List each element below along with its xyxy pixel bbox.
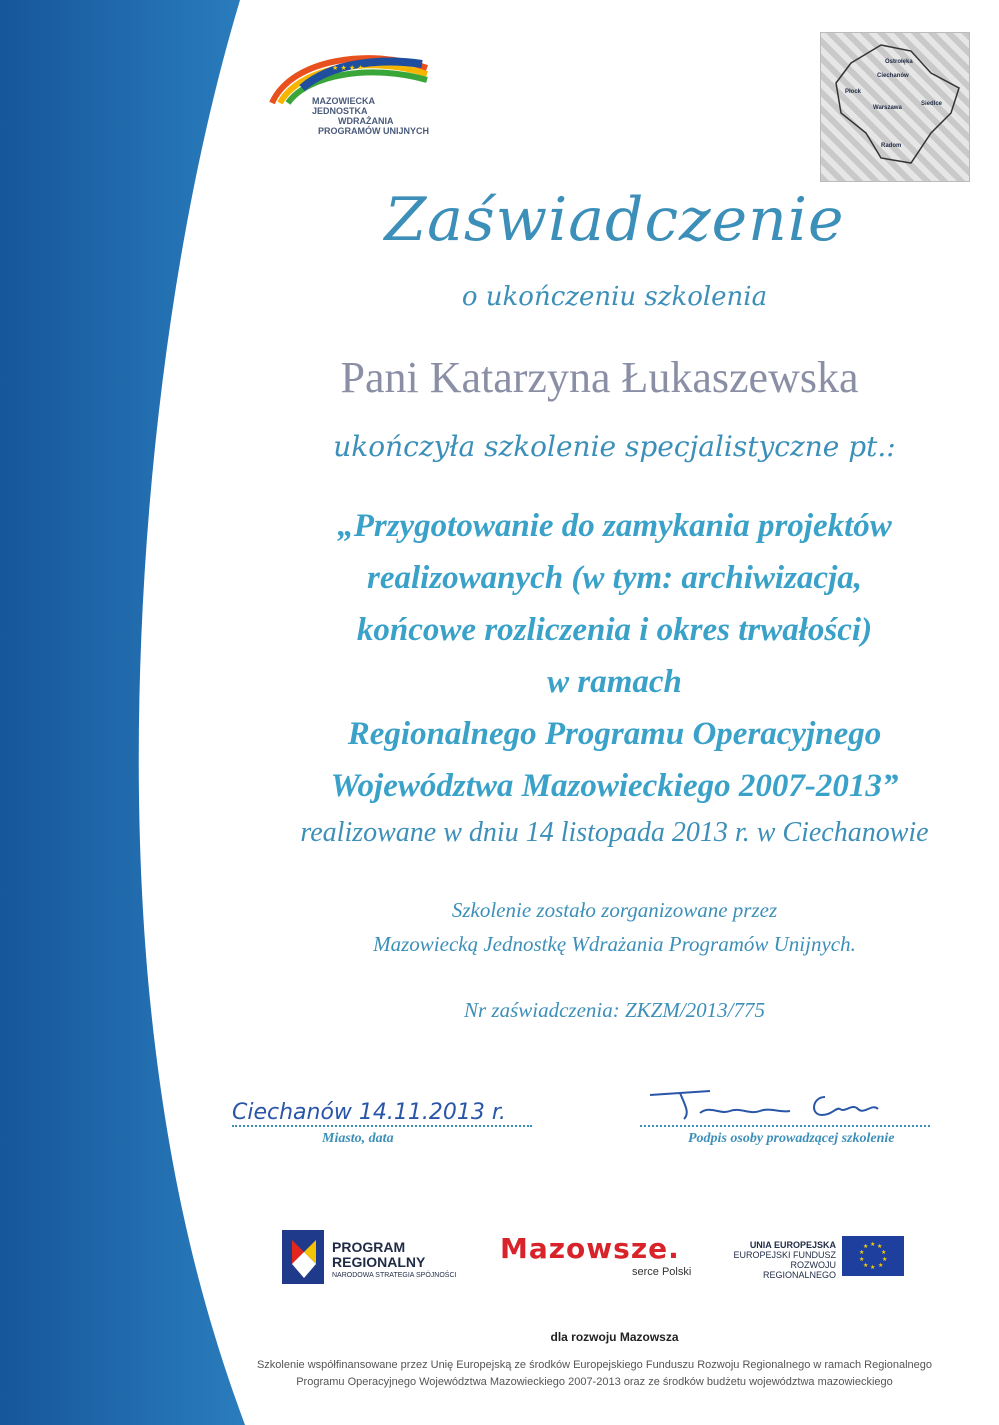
map-label-plock: Płock — [845, 89, 862, 95]
map-label-siedlce: Siedlce — [921, 101, 943, 107]
map-label-ostroleka: Ostrołęka — [885, 59, 913, 65]
svg-text:★: ★ — [870, 1264, 876, 1271]
eu-line2: EUROPEJSKI FUNDUSZ — [733, 1250, 836, 1260]
svg-text:★: ★ — [882, 1256, 888, 1263]
program-line3: NARODOWA STRATEGIA SPÓJNOŚCI — [332, 1272, 457, 1279]
realized-date-place: realizowane w dniu 14 listopada 2013 r. w Ciechanowie — [300, 817, 929, 848]
program-regionalny-logo — [282, 1228, 482, 1288]
course-line: końcowe rozliczenia i okres trwałości) — [356, 612, 873, 648]
course-line: Województwa Mazowieckiego 2007-2013” — [330, 768, 899, 804]
svg-text:★: ★ — [863, 1243, 869, 1250]
signature-icon — [640, 1085, 930, 1125]
map-label-ciechanow: Ciechanów — [877, 73, 909, 79]
svg-text:★: ★ — [870, 1241, 876, 1248]
program-line1: PROGRAM — [332, 1239, 406, 1255]
signature-label: Podpis osoby prowadzącej szkolenie — [688, 1131, 895, 1146]
footer-line2: Programu Operacyjnego Województwa Mazowieckiego 2007-2013 oraz ze środków budżetu województwa mazowieckiego — [296, 1376, 893, 1388]
certificate-title: Zaświadczenie — [384, 185, 845, 255]
footer-line1: Szkolenie współfinansowane przez Unię Europejską ze środków Europejskiego Funduszu Rozwoju Regionalnego w ramach Regionalnego — [256, 1359, 933, 1371]
eu-logo — [728, 1236, 908, 1280]
program-regionalny-icon — [282, 1230, 324, 1284]
svg-text:★ ★ ★ ★: ★ ★ ★ ★ — [332, 64, 364, 72]
svg-text:★: ★ — [878, 1262, 884, 1269]
organizer-text — [230, 893, 999, 961]
footer-slogan: dla rozwoju Mazowsza — [550, 1330, 679, 1344]
mazowsze-wordmark: Mazowsze. — [500, 1232, 680, 1265]
course-title — [230, 500, 999, 812]
recipient-name: Pani Katarzyna Łukaszewska — [340, 353, 859, 402]
map-label-warszawa: Warszawa — [873, 105, 902, 111]
svg-text:★: ★ — [859, 1249, 865, 1256]
course-line: „Przygotowanie do zamykania projektów — [337, 508, 892, 544]
svg-text:★: ★ — [863, 1262, 869, 1269]
mjwpu-logo — [262, 48, 432, 138]
mjwpu-line1: MAZOWIECKA JEDNOSTKA — [312, 96, 375, 116]
place-date-handwritten: Ciechanów 14.11.2013 r. — [232, 1100, 532, 1127]
signature-area — [640, 1085, 930, 1127]
mjwpu-line3: PROGRAMÓW UNIJNYCH — [318, 126, 430, 136]
svg-text:★: ★ — [859, 1256, 865, 1263]
certificate-number: Nr zaświadczenia: ZKZM/2013/775 — [463, 998, 766, 1022]
svg-text:★: ★ — [881, 1249, 887, 1256]
eu-line1: UNIA EUROPEJSKA — [749, 1240, 836, 1250]
completed-text: ukończyła szkolenie specjalistyczne pt.: — [333, 430, 896, 463]
place-date-label: Miasto, data — [322, 1131, 394, 1146]
course-line: w ramach — [547, 664, 682, 700]
svg-text:★: ★ — [877, 1243, 883, 1250]
mazowsze-logo — [500, 1232, 700, 1282]
certificate-subtitle: o ukończeniu szkolenia — [461, 282, 768, 312]
course-line: Regionalnego Programu Operacyjnego — [347, 716, 882, 752]
footer-funding-text — [230, 1357, 959, 1391]
eu-flag-icon — [842, 1236, 904, 1276]
mjwpu-line2: WDRAŻANIA — [338, 116, 394, 126]
program-line2: REGIONALNY — [332, 1254, 426, 1270]
organizer-line1: Szkolenie zostało zorganizowane przez — [451, 898, 778, 922]
organizer-line2: Mazowiecką Jednostkę Wdrażania Programów Unijnych. — [373, 932, 856, 956]
eu-line3: ROZWOJU REGIONALNEGO — [762, 1260, 836, 1280]
course-line: realizowanych (w tym: archiwizacja, — [367, 560, 862, 596]
hologram-map — [820, 32, 970, 182]
mazowsze-tagline: serce Polski — [632, 1266, 692, 1278]
map-label-radom: Radom — [881, 143, 902, 149]
